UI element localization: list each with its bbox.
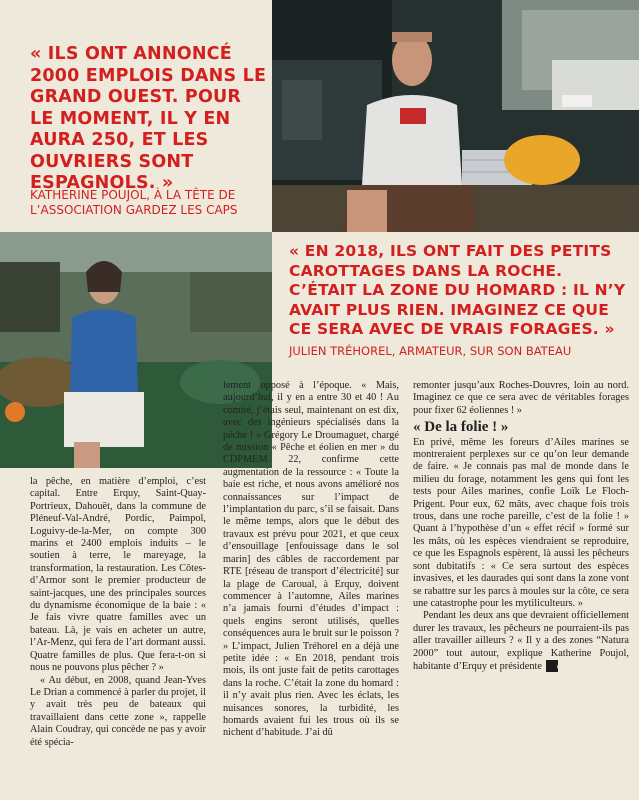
paragraph: lement opposé à l’époque. « Mais, aujourd’hui, il y en a entre 30 et 40 ! Au comité, j’étais seul, maintenant on est dix, avec des ingénieurs spécialisés dans la pêche ! » Grégory Le Droumaguet, chargé de mission « Pêche et éolien en mer » du CDPMEM 22, confirme cette augmentation de la ressource : « Toute la baie est riche, et nous avons amélioré nos connaissances sur l’impact de l’implantation du parc, s’il se faisait. Dans le même temps, alors que le début des travaux est prévu pour 2021, et que ceux d’ensouillage [enfouissage dans le sol marin] des câbles de raccordement par RTE [réseau de transport d’électricité] sur la plage de Caroual, à Erquy, doivent commencer à l’automne, Ailes marines n’a jamais fourni d’études d’impact : quels engins seront utilisés, quelles conséquences aura le bruit sur le poisson ? » L’impact, Julien Tréhorel en a déjà une petite idée : « En 2018, pendant trois mois, ils ont juste fait de petits carottages dans la roche. C’était la zone du homard : il n’y avait plus rien. Avec les éclats, les nuisances sonores, la turbidité, les homards avaient fui les trous où ils se nichent d’habitude. J’ai dû — [223, 380, 399, 739]
article-column-3 — [413, 380, 629, 673]
paragraph: « Au début, en 2008, quand Jean-Yves Le Drian a commencé à parler du projet, il y avait très peu de bateaux qui travaillaient dans cette zone », rappelle Alain Coudray, qui concède ne pas y avoir été spécia- — [30, 674, 206, 748]
article-column-1 — [30, 476, 206, 749]
paragraph: la pêche, en matière d’emploi, c’est capital. Entre Erquy, Saint-Quay-Portrieux, Dahouët, dans la commune de Pléneuf-Val-André, Pordic, Paimpol, Loguivy-de-la-Mer, on compte 300 marins et 2400 emplois induits – le soutien à terre, le mareyage, la transformation, la restauration. Les Côtes-d’Armor sont le premier producteur de saint-jacques, une des principales sources du dynamisme économique de la baie : « Je fais vivre quatre familles avec un bateau. Là, je vais en acheter un autre, l’Ar-Menz, qui fera de l’art dormant aussi. Quatre familles de plus. Que fera-t-on si nous ne pouvons plus pêcher ? » — [30, 476, 206, 674]
next-page-arrow-icon: › — [546, 660, 558, 672]
paragraph — [413, 610, 629, 673]
pull-quote-1-attribution: KATHERINE POUJOL, À LA TÊTE DE L’ASSOCIATION GARDEZ LES CAPS — [30, 188, 238, 217]
pull-quote-2-attribution: JULIEN TRÉHOREL, ARMATEUR, SUR SON BATEAU — [289, 344, 572, 358]
paragraph-text: Pendant les deux ans que devraient officiellement durer les travaux, les pêcheurs ne pourraient-ils pas aller travailler ailleurs ? « Il y a des zones “Natura 2000” tout autour, explique Katherine Poujol, habitante d’Erquy et présidente — [413, 610, 629, 672]
pull-quote-1: « ILS ONT ANNONCÉ 2000 EMPLOIS DANS LE GRAND OUEST. POUR LE MOMENT, IL Y EN AURA 250, ET LES OUVRIERS SONT ESPAGNOLS. » — [30, 44, 267, 193]
section-subhead: « De la folie ! » — [413, 419, 509, 436]
photo-fisherman-on-boat — [272, 0, 639, 232]
paragraph: remonter jusqu’aux Roches-Douvres, loin au nord. Imaginez ce que ce sera avec de véritables forages pour fixer 62 éoliennes ! » — [413, 380, 629, 416]
pull-quote-2: « EN 2018, ILS ONT FAIT DES PETITS CAROTTAGES DANS LA ROCHE. C’ÉTAIT LA ZONE DU HOMARD : IL N’Y AVAIT PLUS RIEN. IMAGINEZ CE QUE CE SERA AVEC DE VRAIS FORAGES. » — [289, 242, 626, 338]
article-column-2 — [223, 380, 399, 740]
paragraph: En privé, même les foreurs d’Ailes marines se montreraient perplexes sur ce qu’on leur demande de faire. « Je connais pas mal de monde dans le milieu du forage, notamment les gens qui font les tests pour Ailes marines, confie Loïk Le Floch-Prigent. Pour eux, 62 mâts, avec chaque fois trois trous, dans une roche pareille, c’est de la folie ! » Quant à l’hypothèse d’un « effet récif » formé sur les mâts, où les espèces viendraient se reproduire, ce que les Espagnols espèrent, là aussi les pêcheurs sont dubitatifs : « Ce sera surtout des espèces invasives, et les daurades qui sont dans la zone vont se rabattre sur les parcs à moules sur la côte, ce sera une catastrophe pour les mytiliculteurs. » — [413, 436, 629, 609]
